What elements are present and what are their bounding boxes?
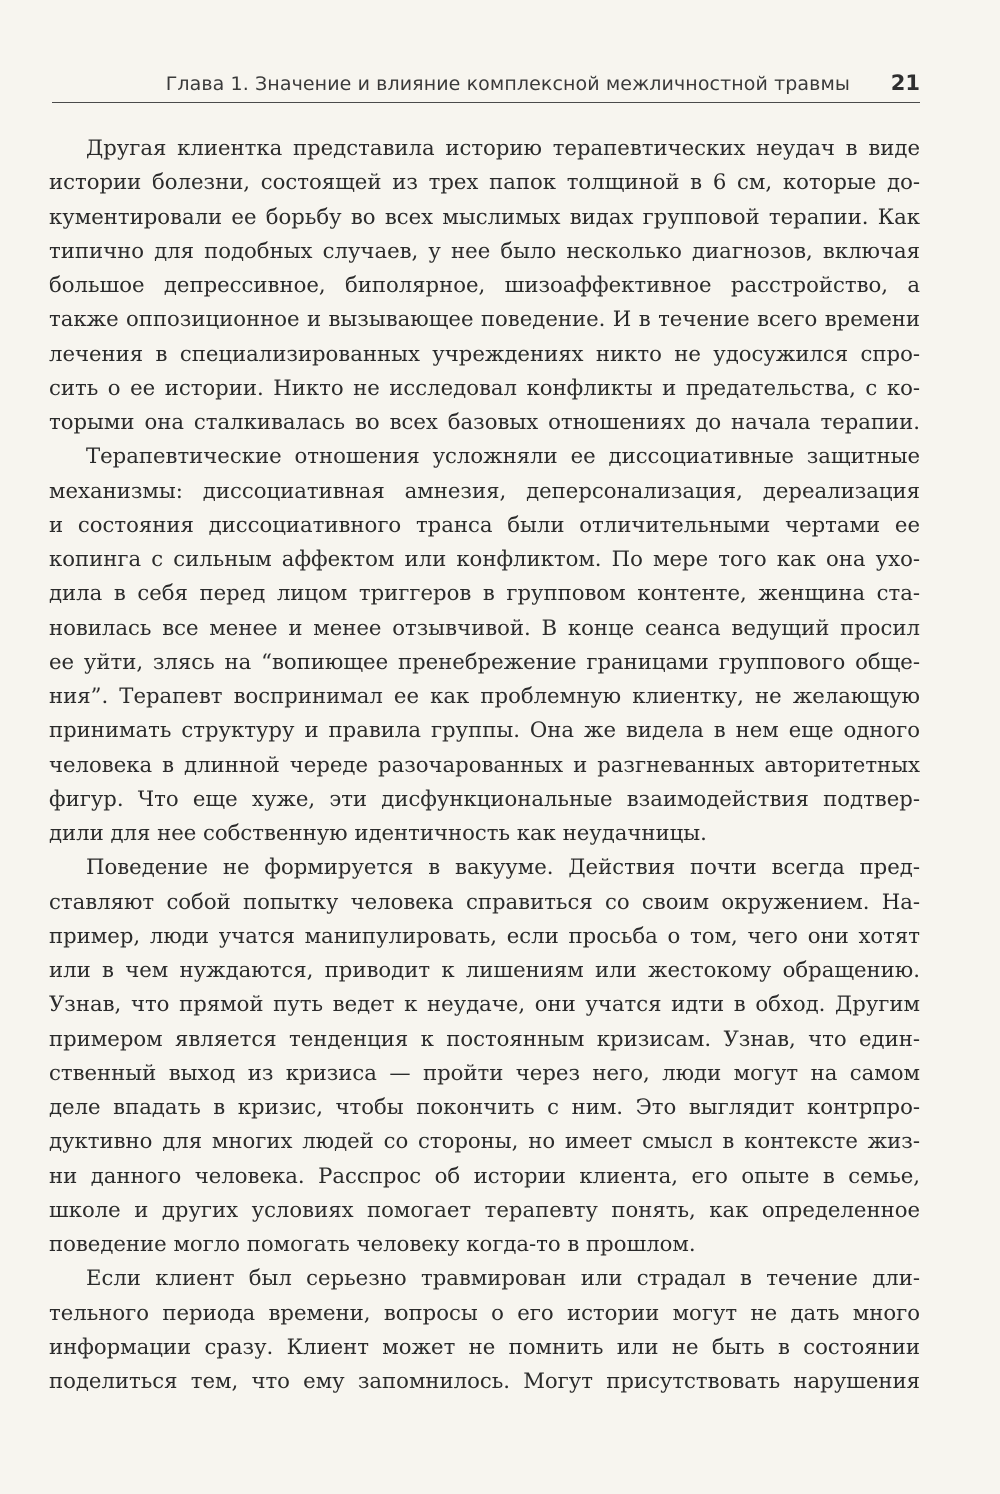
text-line: пример, люди учатся манипулировать, если просьба о том, чего они хотят [49, 922, 920, 948]
text-line: деле впадать в кризис, чтобы покончить с ним. Это выглядит контрпро- [49, 1094, 920, 1119]
text-line: дили для нее собственную идентичность как неудачницы. [49, 820, 707, 845]
text-line: кументировали ее борьбу во всех мыслимых видах групповой терапии. Как [49, 203, 920, 229]
text-line: или в чем нуждаются, приводит к лишениям или жестокому обращению. [49, 957, 920, 982]
text-line: сить о ее истории. Никто не исследовал конфликты и предательства, с ко- [49, 374, 920, 400]
paragraph-1 [49, 131, 920, 439]
text-line: Поведение не формируется в вакууме. Действия почти всегда пред- [86, 854, 920, 880]
chapter-title: Глава 1. Значение и влияние комплексной межличностной травмы [165, 73, 850, 95]
text-line: механизмы: диссоциативная амнезия, деперсонализация, дереализация [49, 477, 920, 503]
text-line: Если клиент был серьезно травмирован или страдал в течение дли- [86, 1265, 920, 1291]
text-line: информации сразу. Клиент может не помнить или не быть в состоянии [49, 1333, 920, 1359]
text-line: школе и других условиях помогает терапевту понять, как определенное [49, 1196, 920, 1222]
text-line: дуктивно для многих людей со стороны, но имеет смысл в контексте жиз- [49, 1128, 920, 1154]
text-line: большое депрессивное, биполярное, шизоаффективное расстройство, а [49, 272, 920, 297]
text-line: ния”. Терапевт воспринимал ее как проблемную клиентку, не желающую [49, 683, 920, 708]
text-line: принимать структуру и правила группы. Она же видела в нем еще одного [49, 717, 920, 743]
text-line: Узнав, что прямой путь ведет к неудаче, они учатся идти в обход. Другим [49, 991, 920, 1017]
text-line: лечения в специализированных учреждениях никто не удосужился спро- [49, 340, 920, 366]
page-number: 21 [890, 71, 920, 95]
text-line: поделиться тем, что ему запомнилось. Могут присутствовать нарушения [49, 1368, 920, 1393]
text-line: Другая клиентка представила историю терапевтических неудач в виде [86, 135, 920, 160]
text-line: копинга с сильным аффектом или конфликтом. По мере того как она ухо- [49, 546, 920, 571]
text-line: ни данного человека. Расспрос об истории клиента, его опыте в семье, [49, 1162, 920, 1188]
text-line: типично для подобных случаев, у нее было несколько диагнозов, включая [49, 237, 920, 263]
text-line: ственный выход из кризиса — пройти через него, люди могут на самом [49, 1059, 920, 1085]
text-line: ставляют собой попытку человека справиться со своим окружением. На- [49, 888, 920, 914]
paragraph-3 [49, 850, 920, 1261]
text-line: поведение могло помогать человеку когда-то в прошлом. [49, 1231, 696, 1256]
text-line: ее уйти, злясь на “вопиющее пренебрежение границами группового обще- [49, 648, 920, 674]
text-line: человека в длинной череде разочарованных и разгневанных авторитетных [49, 751, 920, 777]
text-line: тельного периода времени, вопросы о его истории могут не дать много [49, 1299, 920, 1325]
text-line: Терапевтические отношения усложняли ее диссоциативные защитные [86, 443, 920, 469]
text-line: примером является тенденция к постоянным кризисам. Узнав, что един- [49, 1025, 920, 1051]
text-line: и состояния диссоциативного транса были отличительными чертами ее [49, 511, 920, 537]
text-line: истории болезни, состоящей из трех папок толщиной в 6 см, которые до- [49, 169, 920, 195]
paragraph-2 [49, 439, 920, 850]
text-line: торыми она сталкивалась во всех базовых отношениях до начала терапии. [49, 409, 920, 434]
paragraph-4 [49, 1261, 920, 1398]
text-line: фигур. Что еще хуже, эти дисфункциональные взаимодействия подтвер- [49, 785, 920, 811]
text-line: также оппозиционное и вызывающее поведение. И в течение всего времени [49, 306, 920, 332]
text-line: новилась все менее и менее отзывчивой. В конце сеанса ведущий просил [49, 614, 920, 640]
running-header [52, 71, 920, 103]
text-line: дила в себя перед лицом триггеров в групповом контенте, женщина ста- [49, 580, 920, 606]
body-text [49, 131, 920, 1398]
